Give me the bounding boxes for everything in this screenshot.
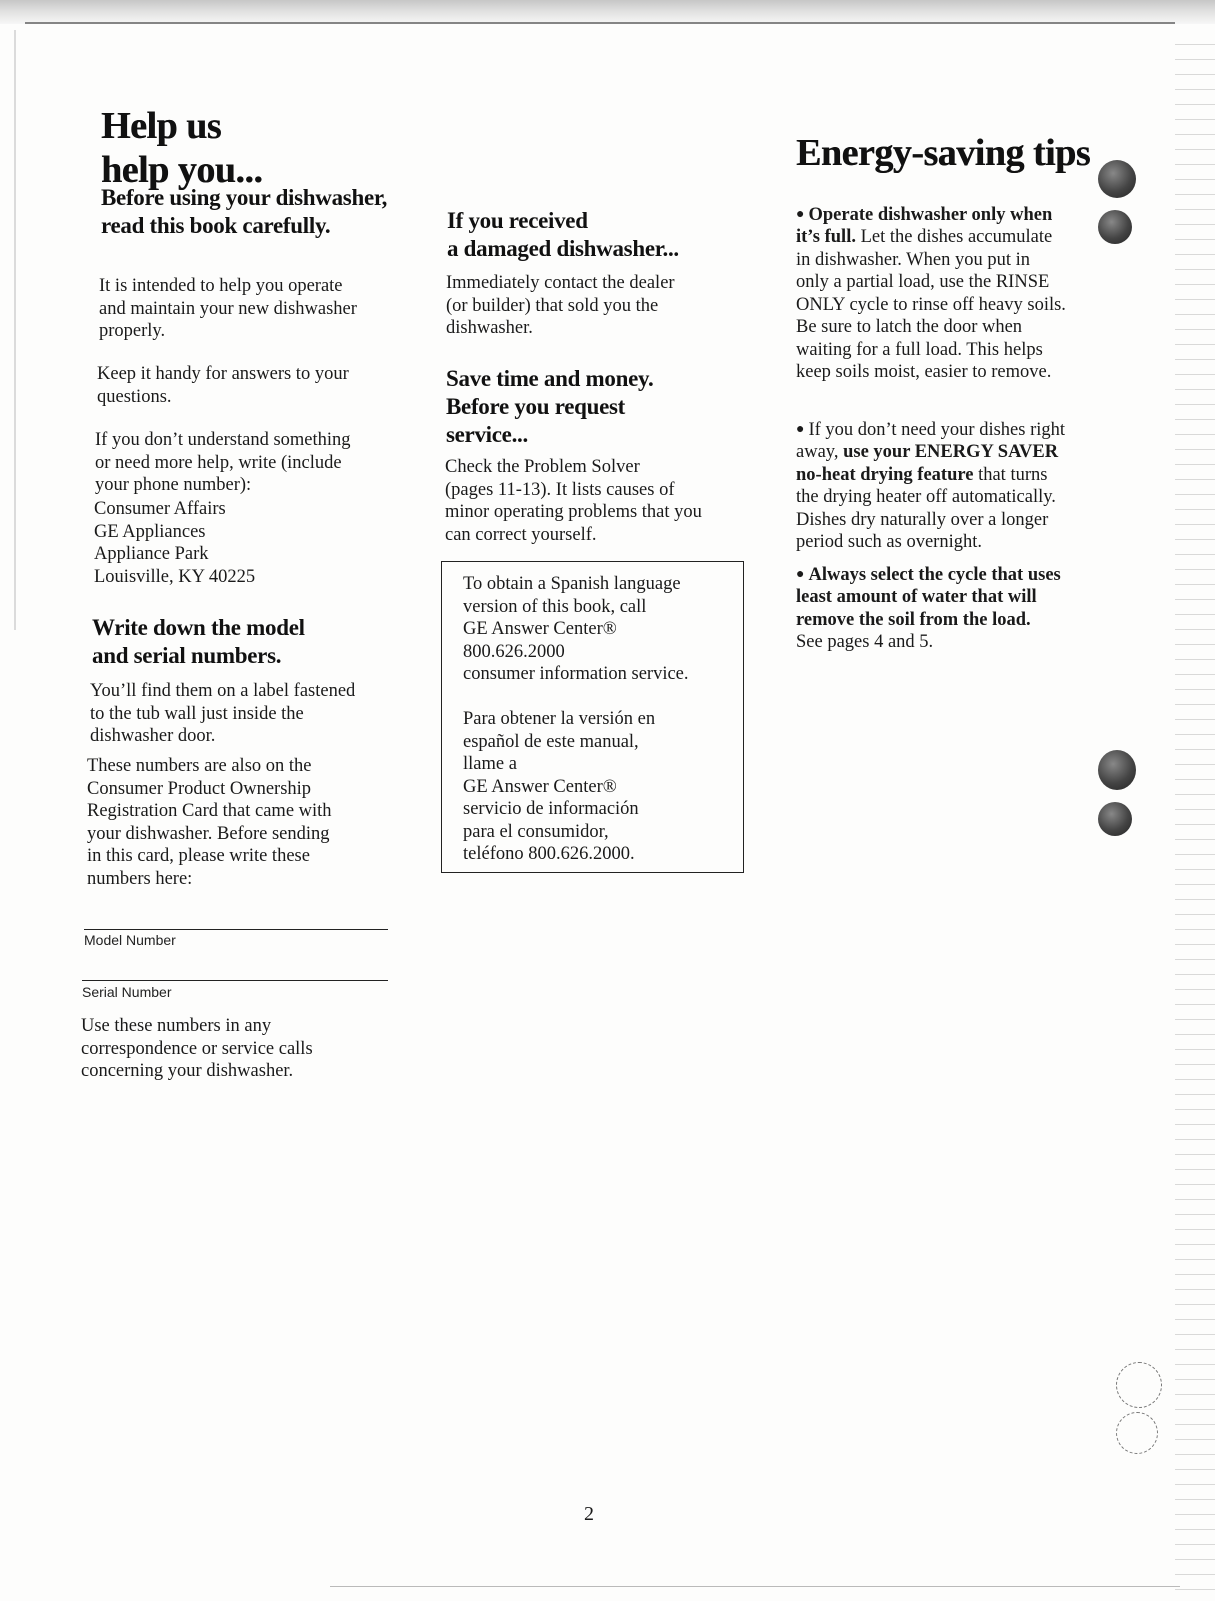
bullet-icon: ● bbox=[796, 566, 805, 582]
hole-punch-3 bbox=[1098, 750, 1136, 790]
bullet-icon: ● bbox=[796, 206, 805, 222]
model-number-label: Model Number bbox=[84, 932, 176, 948]
write-down-paragraph-1: You’ll find them on a label fastened to the tub wall just inside the dishwasher door. bbox=[90, 681, 356, 746]
bullet-icon: ● bbox=[796, 421, 805, 437]
hole-punch-2 bbox=[1098, 210, 1132, 244]
write-down-paragraph-2: These numbers are also on the Consumer Product Ownership Registration Card that came with your dishwasher. Before sending in this card, please write these numbers here: bbox=[87, 756, 332, 889]
hole-punch-5 bbox=[1116, 1362, 1162, 1408]
before-using-paragraph-2: Keep it handy for answers to your questions. bbox=[97, 364, 349, 407]
spanish-version-box bbox=[441, 561, 744, 873]
spanish-box-spanish: Para obtener la versión en español de este manual, llame a GE Answer Center® servicio de información para el consumidor, teléfono 800.626.2000. bbox=[463, 709, 656, 864]
page-number: 2 bbox=[584, 1503, 594, 1525]
before-using-paragraph-1: It is intended to help you operate and maintain your new dishwasher properly. bbox=[99, 276, 357, 341]
scan-bottom-line bbox=[330, 1586, 1180, 1587]
spanish-box-english: To obtain a Spanish language version of this book, call GE Answer Center® 800.626.2000 consumer information service. bbox=[463, 574, 689, 684]
before-using-paragraph-3: If you don’t understand something or need more help, write (include your phone number): bbox=[95, 430, 351, 495]
scan-top-line bbox=[25, 22, 1175, 24]
damaged-paragraph: Immediately contact the dealer (or builder) that sold you the dishwasher. bbox=[446, 273, 675, 338]
tip-energy-saver bbox=[796, 396, 1096, 554]
scan-left-edge bbox=[14, 30, 16, 630]
tip-3-bold: Always select the cycle that uses least amount of water that will remove the soil from the load. bbox=[796, 564, 1061, 630]
scan-top-edge bbox=[0, 0, 1215, 24]
tip-select-cycle bbox=[796, 541, 1096, 654]
hole-punch-1 bbox=[1098, 160, 1136, 198]
model-number-line bbox=[84, 929, 388, 930]
scan-right-edge bbox=[1175, 30, 1215, 1590]
tip-2-pre: If you don’t need your dishes right away, bbox=[796, 419, 1066, 462]
tip-3-text: See pages 4 and 5. bbox=[796, 632, 934, 652]
heading-damaged-dishwasher: If you received a damaged dishwasher... bbox=[447, 208, 679, 261]
serial-number-line bbox=[82, 980, 388, 981]
write-down-paragraph-3: Use these numbers in any correspondence or service calls concerning your dishwasher. bbox=[81, 1016, 313, 1081]
consumer-affairs-address: Consumer Affairs GE Appliances Appliance Park Louisville, KY 40225 bbox=[94, 499, 256, 587]
heading-write-down: Write down the model and serial numbers. bbox=[92, 615, 305, 668]
tip-1-bold: Operate dishwasher only when it’s full. bbox=[796, 204, 1053, 247]
tip-operate-when-full bbox=[796, 181, 1096, 384]
tip-1-text: Let the dishes accumulate in dishwasher. When you put in only a partial load, use the RINSE ONLY cycle to rinse off heavy soils. Be sure to latch the door when waiting for a full load. This helps keep soils moist, easier to remove. bbox=[796, 227, 1066, 382]
heading-save-time: Save time and money. Before you request service... bbox=[446, 366, 654, 447]
hole-punch-4 bbox=[1098, 802, 1132, 836]
hole-punch-6 bbox=[1116, 1412, 1158, 1454]
page-title-help-us: Help us help you... bbox=[101, 105, 263, 191]
tip-2-bold: use your ENERGY SAVER no-heat drying feature bbox=[796, 442, 1059, 485]
heading-before-using: Before using your dishwasher, read this book carefully. bbox=[101, 185, 388, 238]
serial-number-label: Serial Number bbox=[82, 984, 172, 1000]
page-title-energy-saving: Energy-saving tips bbox=[796, 132, 1090, 174]
save-time-paragraph: Check the Problem Solver (pages 11-13). It lists causes of minor operating problems that you can correct yourself. bbox=[445, 457, 702, 545]
tip-2-text: that turns the drying heater off automatically. Dishes dry naturally over a longer period such as overnight. bbox=[796, 464, 1056, 552]
